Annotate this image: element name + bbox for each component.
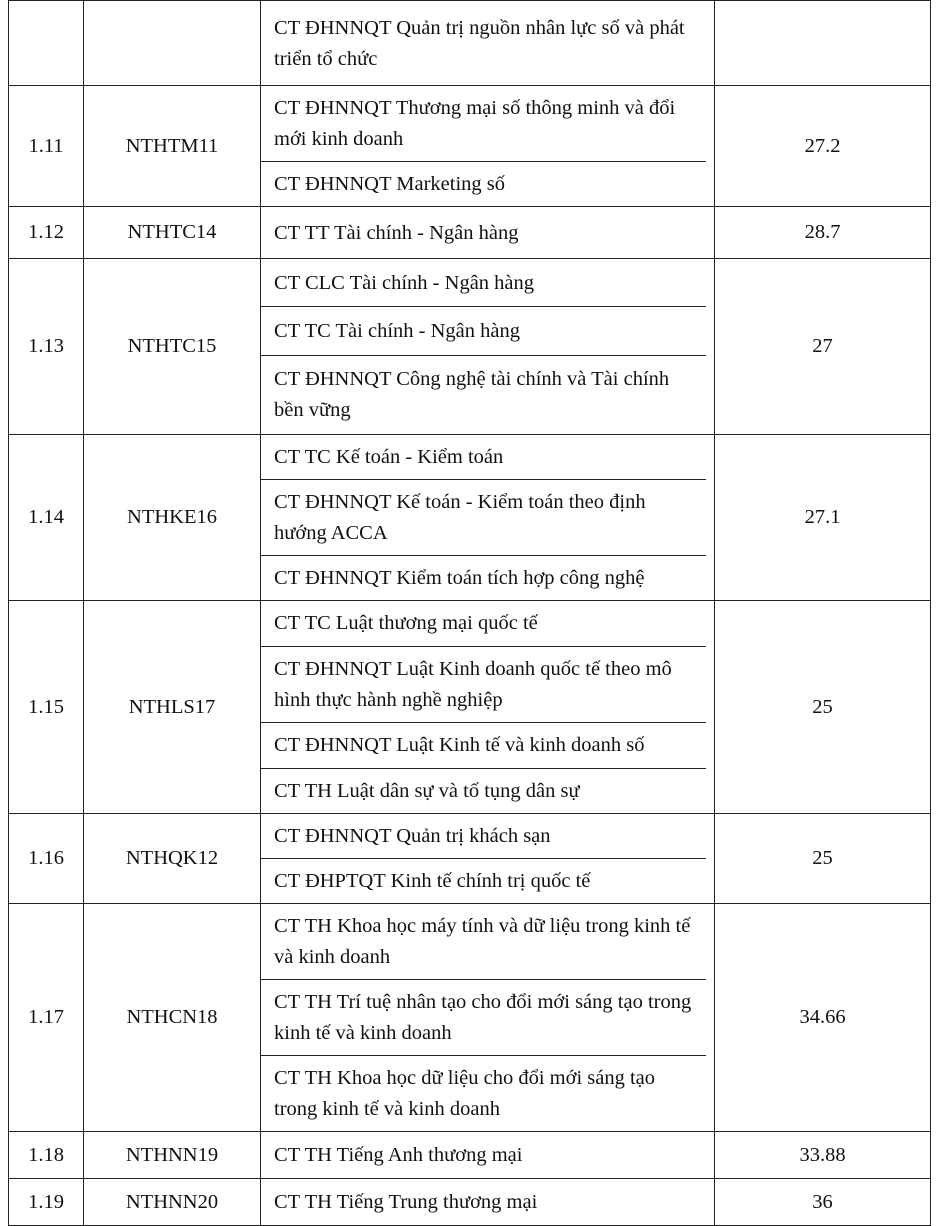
program-name: CT ĐHNNQT Marketing số — [261, 161, 706, 206]
row-number-cell: 1.15 — [9, 601, 84, 814]
program-name: CT ĐHNNQT Quản trị khách sạn — [274, 825, 551, 847]
row-number-cell: 1.18 — [9, 1132, 84, 1179]
program-name: CT TH Tiếng Anh thương mại — [274, 1144, 523, 1166]
admission-code-cell: NTHNN20 — [84, 1179, 261, 1226]
cutoff-score-cell: 25 — [715, 814, 931, 904]
row-number-cell — [9, 1, 84, 86]
admission-code-cell: NTHCN18 — [84, 904, 261, 1132]
table-row — [9, 207, 931, 259]
row-number-cell: 1.14 — [9, 435, 84, 601]
program-name: CT TT Tài chính - Ngân hàng — [274, 221, 519, 244]
row-number-cell: 1.13 — [9, 259, 84, 435]
table-row — [9, 86, 931, 207]
programs-cell — [261, 86, 715, 207]
program-list — [261, 601, 714, 813]
programs-cell — [261, 601, 715, 814]
cutoff-score-cell: 33.88 — [715, 1132, 931, 1179]
programs-cell — [261, 207, 715, 259]
programs-cell — [261, 435, 715, 601]
table-row — [9, 601, 931, 814]
row-number-cell: 1.19 — [9, 1179, 84, 1226]
program-list — [261, 904, 714, 1131]
program-name: CT ĐHNNQT Luật Kinh doanh quốc tế theo mô hình thực hành nghề nghiệp — [261, 646, 706, 723]
program-name: CT ĐHNNQT Công nghệ tài chính và Tài chính bền vững — [261, 355, 706, 434]
program-name: CT TC Tài chính - Ngân hàng — [261, 306, 706, 354]
program-list — [261, 207, 714, 258]
table-row — [9, 259, 931, 435]
admission-code-cell: NTHTC15 — [84, 259, 261, 435]
table-row — [9, 814, 931, 904]
program-name: CT TH Khoa học dữ liệu cho đổi mới sáng tạo trong kinh tế và kinh doanh — [261, 1055, 706, 1131]
admission-code-cell: NTHQK12 — [84, 814, 261, 904]
programs-cell — [261, 1179, 715, 1226]
table-row — [9, 1, 931, 86]
program-name: CT TC Luật thương mại quốc tế — [274, 612, 538, 635]
program-name: CT CLC Tài chính - Ngân hàng — [274, 271, 535, 294]
program-name: CT TH Tiếng Trung thương mại — [274, 1191, 538, 1213]
program-name: CT ĐHNNQT Thương mại số thông minh và đổi mới kinh doanh — [274, 97, 676, 150]
cutoff-score-cell: 25 — [715, 601, 931, 814]
admission-code-cell: NTHKE16 — [84, 435, 261, 601]
table-row — [9, 435, 931, 601]
programs-cell — [261, 1132, 715, 1179]
cutoff-score-cell: 27.1 — [715, 435, 931, 601]
row-number-cell: 1.11 — [9, 86, 84, 207]
program-name: CT TH Luật dân sự và tố tụng dân sự — [261, 768, 706, 814]
program-name: CT ĐHNNQT Luật Kinh tế và kinh doanh số — [261, 722, 706, 768]
row-number-cell: 1.12 — [9, 207, 84, 259]
programs-cell — [261, 1, 715, 86]
admission-code-cell — [84, 1, 261, 86]
cutoff-score-cell — [715, 1, 931, 86]
program-name: CT ĐHPTQT Kinh tế chính trị quốc tế — [261, 858, 706, 903]
admission-code-cell: NTHLS17 — [84, 601, 261, 814]
cutoff-score-cell: 27 — [715, 259, 931, 435]
cutoff-score-cell: 27.2 — [715, 86, 931, 207]
program-name: CT ĐHNNQT Kế toán - Kiểm toán theo định hướng ACCA — [261, 479, 706, 555]
cutoff-score-cell: 34.66 — [715, 904, 931, 1132]
program-list — [261, 259, 714, 434]
admission-score-table — [8, 0, 931, 1226]
table-row — [9, 1132, 931, 1179]
program-list — [261, 86, 714, 206]
program-name: CT TH Trí tuệ nhân tạo cho đổi mới sáng tạo trong kinh tế và kinh doanh — [261, 979, 706, 1055]
program-name: CT ĐHNNQT Quản trị nguồn nhân lực số và phát triển tổ chức — [274, 16, 685, 70]
admission-code-cell: NTHTC14 — [84, 207, 261, 259]
row-number-cell: 1.16 — [9, 814, 84, 904]
table-body — [9, 1, 931, 1226]
program-name: CT TC Kế toán - Kiểm toán — [274, 446, 504, 468]
program-list — [261, 435, 714, 600]
table-row — [9, 904, 931, 1132]
admission-code-cell: NTHTM11 — [84, 86, 261, 207]
program-list — [261, 1179, 714, 1225]
programs-cell — [261, 259, 715, 435]
program-list — [261, 814, 714, 903]
row-number-cell: 1.17 — [9, 904, 84, 1132]
program-list — [261, 1, 714, 85]
cutoff-score-cell: 36 — [715, 1179, 931, 1226]
table-row — [9, 1179, 931, 1226]
program-list — [261, 1132, 714, 1178]
programs-cell — [261, 904, 715, 1132]
program-name: CT TH Khoa học máy tính và dữ liệu trong kinh tế và kinh doanh — [274, 915, 691, 968]
cutoff-score-cell: 28.7 — [715, 207, 931, 259]
programs-cell — [261, 814, 715, 904]
program-name: CT ĐHNNQT Kiểm toán tích hợp công nghệ — [261, 555, 706, 600]
admission-code-cell: NTHNN19 — [84, 1132, 261, 1179]
